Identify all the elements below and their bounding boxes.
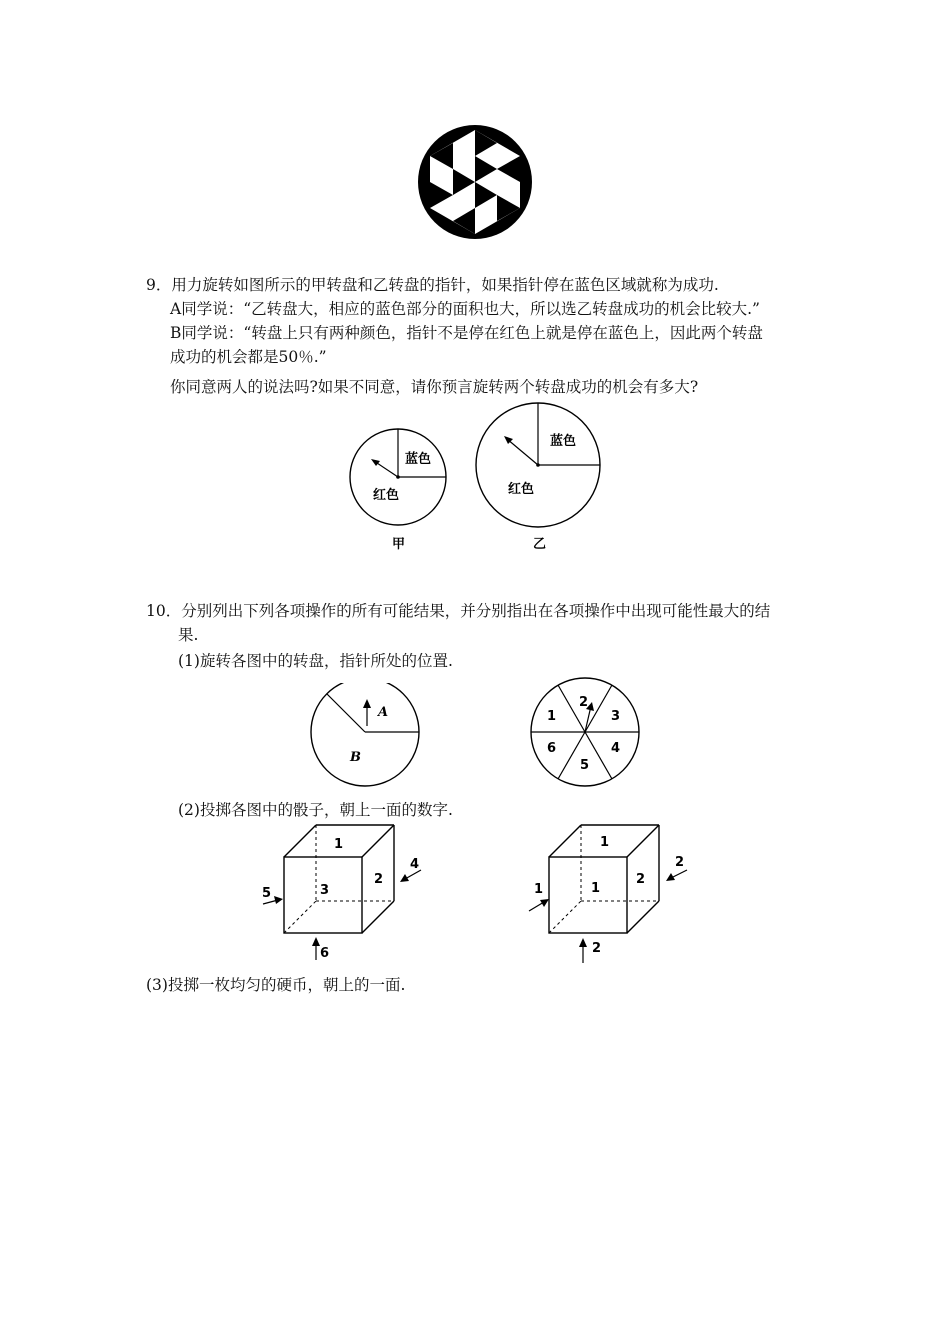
spinner-six-2: 2 <box>579 695 589 710</box>
yi-red-label: 红色 <box>508 482 535 497</box>
cube1-left-arrow-label: 5 <box>262 886 272 901</box>
spinner-ab-b-label: B <box>350 750 361 765</box>
jia-caption: 甲 <box>392 537 406 552</box>
spinner-six-4: 4 <box>611 741 621 756</box>
cube-2 <box>515 820 705 965</box>
cube2-top-number: 1 <box>600 835 610 850</box>
q9-line-5: 你同意两人的说法吗?如果不同意，请你预言旋转两个转盘成功的机会有多大? <box>170 378 699 396</box>
cube1-right-arrow-label: 4 <box>410 857 420 872</box>
q10-line-1: 10．分别列出下列各项操作的所有可能结果，并分别指出在各项操作中出现可能性最大的结 <box>146 602 771 620</box>
jia-red-label: 红色 <box>373 488 400 503</box>
cube1-bottom-arrow-label: 6 <box>320 946 330 961</box>
spinner-six-6: 6 <box>547 741 557 756</box>
cube2-left-arrow-label: 1 <box>534 882 544 897</box>
spinner-six-1: 1 <box>547 709 557 724</box>
spinner-ab <box>305 683 425 793</box>
jia-blue-label: 蓝色 <box>405 452 432 467</box>
star-pattern-figure <box>415 122 535 242</box>
spinner-six-3: 3 <box>611 709 621 724</box>
yi-caption: 乙 <box>533 537 547 552</box>
cube2-right-number: 2 <box>636 872 646 887</box>
cube1-top-number: 1 <box>334 837 344 852</box>
cube2-bottom-arrow-label: 2 <box>592 941 602 956</box>
q9-line-3: B同学说：“转盘上只有两种颜色，指针不是停在红色上就是停在蓝色上，因此两个转盘 <box>170 324 763 342</box>
yi-blue-label: 蓝色 <box>550 434 577 449</box>
cube2-right-arrow-label: 2 <box>675 855 685 870</box>
q10-part-2: (2)投掷各图中的骰子，朝上一面的数字. <box>178 801 453 819</box>
spinner-ab-a-label: A <box>378 705 389 720</box>
spinner-six-5: 5 <box>580 758 590 773</box>
q9-line-1: 9．用力旋转如图所示的甲转盘和乙转盘的指针，如果指针停在蓝色区域就称为成功. <box>146 276 719 294</box>
q9-line-4: 成功的机会都是50％.” <box>170 348 327 366</box>
spinner-six <box>525 675 645 795</box>
cube-1 <box>250 820 440 965</box>
cube1-right-number: 2 <box>374 872 384 887</box>
spinner-yi <box>470 395 610 555</box>
q10-part-3: (3)投掷一枚均匀的硬币，朝上的一面. <box>146 976 406 994</box>
cube1-front-number: 3 <box>320 883 330 898</box>
cube2-front-number: 1 <box>591 881 601 896</box>
q10-line-2: 果. <box>178 626 199 644</box>
q10-part-1: (1)旋转各图中的转盘，指针所处的位置. <box>178 652 453 670</box>
q9-line-2: A同学说：“乙转盘大，相应的蓝色部分的面积也大，所以选乙转盘成功的机会比较大.” <box>170 300 760 318</box>
spinner-jia <box>345 422 455 552</box>
